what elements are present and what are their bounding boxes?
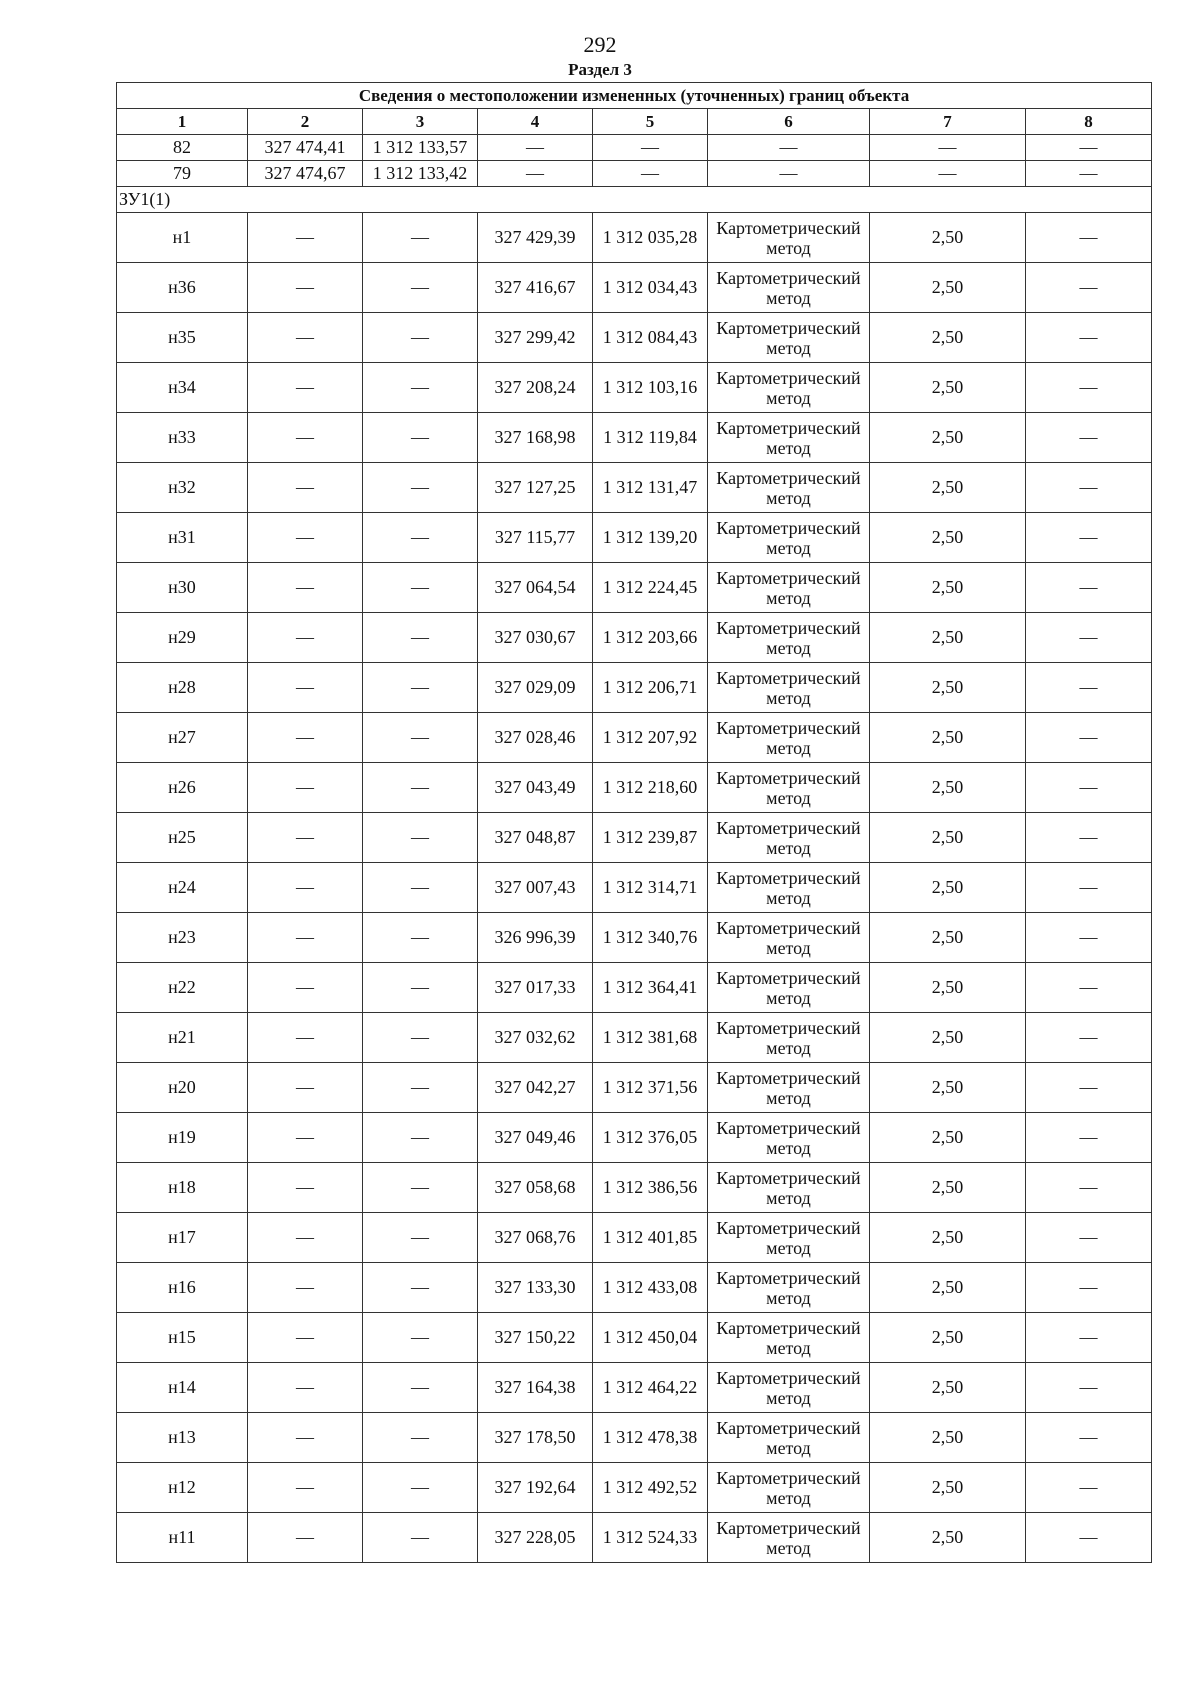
table-cell: — (363, 1163, 478, 1213)
table-cell: — (870, 135, 1026, 161)
table-row (117, 213, 1152, 263)
method-cell: Картометрический метод (708, 213, 870, 263)
table-row (117, 463, 1152, 513)
table-cell: 2,50 (870, 863, 1026, 913)
table-cell: — (363, 563, 478, 613)
table-cell: н18 (117, 1163, 248, 1213)
table-cell: 1 312 119,84 (593, 413, 708, 463)
table-cell: — (248, 313, 363, 363)
method-cell: Картометрический метод (708, 1263, 870, 1313)
table-cell: 327 150,22 (478, 1313, 593, 1363)
table-cell: 327 416,67 (478, 263, 593, 313)
column-header: 7 (870, 109, 1026, 135)
table-cell: 1 312 103,16 (593, 363, 708, 413)
table-cell: — (1026, 463, 1152, 513)
table-cell: н26 (117, 763, 248, 813)
table-row (117, 313, 1152, 363)
table-cell: 1 312 450,04 (593, 1313, 708, 1363)
method-cell: Картометрический метод (708, 1413, 870, 1463)
table-cell: 327 028,46 (478, 713, 593, 763)
table-cell: 2,50 (870, 1363, 1026, 1413)
table-cell: 327 042,27 (478, 1063, 593, 1113)
method-cell: Картометрический метод (708, 863, 870, 913)
table-cell: 2,50 (870, 613, 1026, 663)
table-cell: 327 228,05 (478, 1513, 593, 1563)
table-cell: 2,50 (870, 913, 1026, 963)
table-cell: 2,50 (870, 1313, 1026, 1363)
table-cell: 1 312 133,42 (363, 161, 478, 187)
table-cell: 1 312 139,20 (593, 513, 708, 563)
table-row (117, 663, 1152, 713)
table-row (117, 1113, 1152, 1163)
method-cell: Картометрический метод (708, 1213, 870, 1263)
table-cell: — (248, 413, 363, 463)
table-cell: — (363, 1113, 478, 1163)
table-cell: н27 (117, 713, 248, 763)
column-header: 5 (593, 109, 708, 135)
table-cell: — (363, 313, 478, 363)
method-cell: Картометрический метод (708, 263, 870, 313)
table-cell: 2,50 (870, 1113, 1026, 1163)
table-cell: 327 133,30 (478, 1263, 593, 1313)
method-cell: Картометрический метод (708, 1463, 870, 1513)
table-cell: н22 (117, 963, 248, 1013)
table-cell: 1 312 239,87 (593, 813, 708, 863)
table-cell: н34 (117, 363, 248, 413)
table-cell: — (363, 263, 478, 313)
table-cell: 327 068,76 (478, 1213, 593, 1263)
table-cell: — (363, 1013, 478, 1063)
table-cell: 327 192,64 (478, 1463, 593, 1513)
method-cell: Картометрический метод (708, 763, 870, 813)
table-cell: — (248, 513, 363, 563)
table-row (117, 513, 1152, 563)
table-row (117, 1013, 1152, 1063)
table-cell: н14 (117, 1363, 248, 1413)
table-row (117, 1263, 1152, 1313)
table-cell: — (363, 1463, 478, 1513)
table-cell: н23 (117, 913, 248, 963)
table-cell: — (1026, 1513, 1152, 1563)
table-cell: 327 178,50 (478, 1413, 593, 1463)
method-cell: Картометрический метод (708, 613, 870, 663)
table-cell: н33 (117, 413, 248, 463)
table-cell: — (248, 613, 363, 663)
table-cell: — (248, 813, 363, 863)
table-cell: — (363, 1363, 478, 1413)
table-cell: 2,50 (870, 763, 1026, 813)
table-cell: н24 (117, 863, 248, 913)
boundary-coordinates-table (116, 82, 1152, 1563)
table-cell: н29 (117, 613, 248, 663)
table-cell: 2,50 (870, 463, 1026, 513)
table-cell: — (248, 663, 363, 713)
table-cell: — (363, 963, 478, 1013)
table-row (117, 1413, 1152, 1463)
table-cell: 1 312 207,92 (593, 713, 708, 763)
table-cell: — (870, 161, 1026, 187)
column-header: 6 (708, 109, 870, 135)
table-cell: — (248, 1113, 363, 1163)
table-cell: 327 115,77 (478, 513, 593, 563)
table-row (117, 613, 1152, 663)
table-row (117, 563, 1152, 613)
table-cell: 327 168,98 (478, 413, 593, 463)
table-cell: — (248, 1413, 363, 1463)
table-cell: 326 996,39 (478, 913, 593, 963)
table-cell: 2,50 (870, 1063, 1026, 1113)
table-row (117, 1463, 1152, 1513)
table-cell: н31 (117, 513, 248, 563)
table-cell: 1 312 381,68 (593, 1013, 708, 1063)
table-cell: н13 (117, 1413, 248, 1463)
table-cell: 2,50 (870, 213, 1026, 263)
section-title: Раздел 3 (568, 60, 632, 79)
table-row (117, 1163, 1152, 1213)
table-cell: 327 017,33 (478, 963, 593, 1013)
table-cell: 1 312 364,41 (593, 963, 708, 1013)
table-cell: 2,50 (870, 1463, 1026, 1513)
table-cell: н19 (117, 1113, 248, 1163)
table-cell: 327 429,39 (478, 213, 593, 263)
method-cell: Картометрический метод (708, 1513, 870, 1563)
table-cell: — (708, 161, 870, 187)
page-number: 292 (583, 32, 617, 57)
table-cell: — (363, 913, 478, 963)
table-cell: — (1026, 1013, 1152, 1063)
table-row (117, 1363, 1152, 1413)
table-row (117, 363, 1152, 413)
table-cell: — (1026, 135, 1152, 161)
table-cell: — (248, 563, 363, 613)
method-cell: Картометрический метод (708, 1363, 870, 1413)
table-cell: — (363, 663, 478, 713)
table-cell: 2,50 (870, 363, 1026, 413)
table-cell: — (248, 1463, 363, 1513)
table-cell: — (1026, 913, 1152, 963)
table-cell: — (1026, 263, 1152, 313)
method-cell: Картометрический метод (708, 513, 870, 563)
table-row (117, 1513, 1152, 1563)
table-cell: — (248, 1263, 363, 1313)
table-cell: — (1026, 1263, 1152, 1313)
group-row (117, 187, 1152, 213)
table-cell: 2,50 (870, 1213, 1026, 1263)
table-cell: — (248, 1163, 363, 1213)
table-cell: — (248, 1013, 363, 1063)
table-cell: — (1026, 663, 1152, 713)
table-cell: 1 312 478,38 (593, 1413, 708, 1463)
table-cell: 2,50 (870, 963, 1026, 1013)
table-cell: н25 (117, 813, 248, 863)
table-cell: — (363, 613, 478, 663)
table-cell: 1 312 034,43 (593, 263, 708, 313)
table-cell: н12 (117, 1463, 248, 1513)
table-cell: 1 312 464,22 (593, 1363, 708, 1413)
table-cell: — (248, 913, 363, 963)
table-cell: — (1026, 813, 1152, 863)
table-cell: н21 (117, 1013, 248, 1063)
column-header: 3 (363, 109, 478, 135)
method-cell: Картометрический метод (708, 1163, 870, 1213)
table-cell: 1 312 035,28 (593, 213, 708, 263)
table-cell: — (1026, 763, 1152, 813)
table-cell: 2,50 (870, 813, 1026, 863)
table-cell: — (708, 135, 870, 161)
method-cell: Картометрический метод (708, 563, 870, 613)
table-cell: 2,50 (870, 263, 1026, 313)
table-row (117, 1213, 1152, 1263)
method-cell: Картометрический метод (708, 713, 870, 763)
table-cell: — (363, 1263, 478, 1313)
table-row (117, 813, 1152, 863)
table-cell: н1 (117, 213, 248, 263)
table-caption: Сведения о местоположении измененных (уточненных) границ объекта (117, 83, 1152, 109)
table-cell: — (363, 1413, 478, 1463)
table-cell: — (1026, 1063, 1152, 1113)
method-cell: Картометрический метод (708, 913, 870, 963)
table-cell: 2,50 (870, 663, 1026, 713)
column-header: 4 (478, 109, 593, 135)
table-row (117, 1313, 1152, 1363)
table-cell: н32 (117, 463, 248, 513)
table-cell: — (363, 763, 478, 813)
table-cell: 1 312 224,45 (593, 563, 708, 613)
table-cell: — (1026, 1413, 1152, 1463)
table-cell: — (1026, 613, 1152, 663)
table-cell: н35 (117, 313, 248, 363)
table-cell: 1 312 131,47 (593, 463, 708, 513)
table-cell: — (363, 713, 478, 763)
table-cell: 1 312 386,56 (593, 1163, 708, 1213)
table-cell: — (363, 1063, 478, 1113)
table-cell: — (248, 463, 363, 513)
table-cell: 2,50 (870, 563, 1026, 613)
method-cell: Картометрический метод (708, 363, 870, 413)
table-cell: — (1026, 1463, 1152, 1513)
table-cell: н11 (117, 1513, 248, 1563)
table-cell: н16 (117, 1263, 248, 1313)
table-cell: 327 064,54 (478, 563, 593, 613)
table-cell: 1 312 524,33 (593, 1513, 708, 1563)
method-cell: Картометрический метод (708, 463, 870, 513)
table-cell: 1 312 133,57 (363, 135, 478, 161)
table-cell: н36 (117, 263, 248, 313)
table-cell: 327 127,25 (478, 463, 593, 513)
table-cell: — (1026, 363, 1152, 413)
table-cell: 1 312 492,52 (593, 1463, 708, 1513)
table-cell: — (248, 1063, 363, 1113)
method-cell: Картометрический метод (708, 1013, 870, 1063)
method-cell: Картометрический метод (708, 413, 870, 463)
group-label: ЗУ1(1) (117, 187, 1152, 213)
method-cell: Картометрический метод (708, 663, 870, 713)
table-row (117, 161, 1152, 187)
table-cell: — (1026, 863, 1152, 913)
column-header: 8 (1026, 109, 1152, 135)
table-cell: 327 030,67 (478, 613, 593, 663)
method-cell: Картометрический метод (708, 813, 870, 863)
method-cell: Картометрический метод (708, 963, 870, 1013)
table-cell: 82 (117, 135, 248, 161)
table-cell: — (478, 161, 593, 187)
table-cell: — (1026, 1163, 1152, 1213)
table-cell: 1 312 371,56 (593, 1063, 708, 1113)
table-cell: 1 312 401,85 (593, 1213, 708, 1263)
table-cell: н28 (117, 663, 248, 713)
table-cell: — (1026, 1313, 1152, 1363)
table-cell: 327 007,43 (478, 863, 593, 913)
table-cell: — (363, 513, 478, 563)
table-cell: — (1026, 1213, 1152, 1263)
table-cell: 2,50 (870, 1263, 1026, 1313)
table-cell: 1 312 433,08 (593, 1263, 708, 1313)
table-row (117, 963, 1152, 1013)
table-cell: — (248, 363, 363, 413)
table-cell: — (363, 1513, 478, 1563)
table-cell: 327 299,42 (478, 313, 593, 363)
table-cell: 1 312 084,43 (593, 313, 708, 363)
table-cell: 1 312 218,60 (593, 763, 708, 813)
table-cell: — (248, 763, 363, 813)
table-cell: н15 (117, 1313, 248, 1363)
table-cell: н30 (117, 563, 248, 613)
table-cell: — (593, 135, 708, 161)
table-row (117, 763, 1152, 813)
table-cell: 2,50 (870, 513, 1026, 563)
table-cell: 2,50 (870, 1163, 1026, 1213)
table-cell: — (363, 1213, 478, 1263)
table-cell: — (363, 863, 478, 913)
table-cell: 327 029,09 (478, 663, 593, 713)
table-cell: 2,50 (870, 1413, 1026, 1463)
table-cell: — (248, 963, 363, 1013)
table-cell: 1 312 376,05 (593, 1113, 708, 1163)
table-cell: 327 032,62 (478, 1013, 593, 1063)
method-cell: Картометрический метод (708, 313, 870, 363)
table-cell: н17 (117, 1213, 248, 1263)
table-cell: — (248, 863, 363, 913)
table-cell: 327 474,67 (248, 161, 363, 187)
table-cell: 327 208,24 (478, 363, 593, 413)
table-cell: — (1026, 413, 1152, 463)
table-cell: — (363, 1313, 478, 1363)
table-row (117, 713, 1152, 763)
table-cell: 327 048,87 (478, 813, 593, 863)
table-cell: 2,50 (870, 1513, 1026, 1563)
table-row (117, 1063, 1152, 1113)
table-cell: — (363, 813, 478, 863)
table-cell: — (248, 1363, 363, 1413)
table-cell: — (363, 363, 478, 413)
table-cell: 1 312 203,66 (593, 613, 708, 663)
table-cell: 327 474,41 (248, 135, 363, 161)
table-cell: — (248, 1513, 363, 1563)
table-cell: — (248, 1213, 363, 1263)
table-cell: — (363, 413, 478, 463)
table-cell: — (1026, 563, 1152, 613)
table-cell: 1 312 314,71 (593, 863, 708, 913)
table-cell: 1 312 340,76 (593, 913, 708, 963)
table-row (117, 135, 1152, 161)
table-cell: 327 043,49 (478, 763, 593, 813)
table-row (117, 913, 1152, 963)
table-cell: — (1026, 963, 1152, 1013)
table-cell: — (363, 213, 478, 263)
method-cell: Картометрический метод (708, 1063, 870, 1113)
table-cell: — (248, 213, 363, 263)
table-cell: — (1026, 1363, 1152, 1413)
column-header-row (117, 109, 1152, 135)
method-cell: Картометрический метод (708, 1113, 870, 1163)
table-cell: 327 049,46 (478, 1113, 593, 1163)
table-cell: 2,50 (870, 1013, 1026, 1063)
column-header: 1 (117, 109, 248, 135)
table-cell: — (1026, 161, 1152, 187)
table-cell: 327 164,38 (478, 1363, 593, 1413)
table-cell: 327 058,68 (478, 1163, 593, 1213)
table-cell: — (363, 463, 478, 513)
table-cell: 2,50 (870, 313, 1026, 363)
table-cell: — (478, 135, 593, 161)
table-cell: — (248, 263, 363, 313)
table-cell: 1 312 206,71 (593, 663, 708, 713)
table-cell: — (248, 713, 363, 763)
column-header: 2 (248, 109, 363, 135)
table-cell: — (1026, 713, 1152, 763)
table-cell: 79 (117, 161, 248, 187)
table-row (117, 863, 1152, 913)
table-cell: 2,50 (870, 413, 1026, 463)
table-cell: — (1026, 1113, 1152, 1163)
method-cell: Картометрический метод (708, 1313, 870, 1363)
table-cell: — (248, 1313, 363, 1363)
table-cell: н20 (117, 1063, 248, 1113)
table-row (117, 263, 1152, 313)
table-cell: 2,50 (870, 713, 1026, 763)
table-cell: — (1026, 513, 1152, 563)
table-cell: — (593, 161, 708, 187)
table-cell: — (1026, 213, 1152, 263)
table-cell: — (1026, 313, 1152, 363)
table-row (117, 413, 1152, 463)
